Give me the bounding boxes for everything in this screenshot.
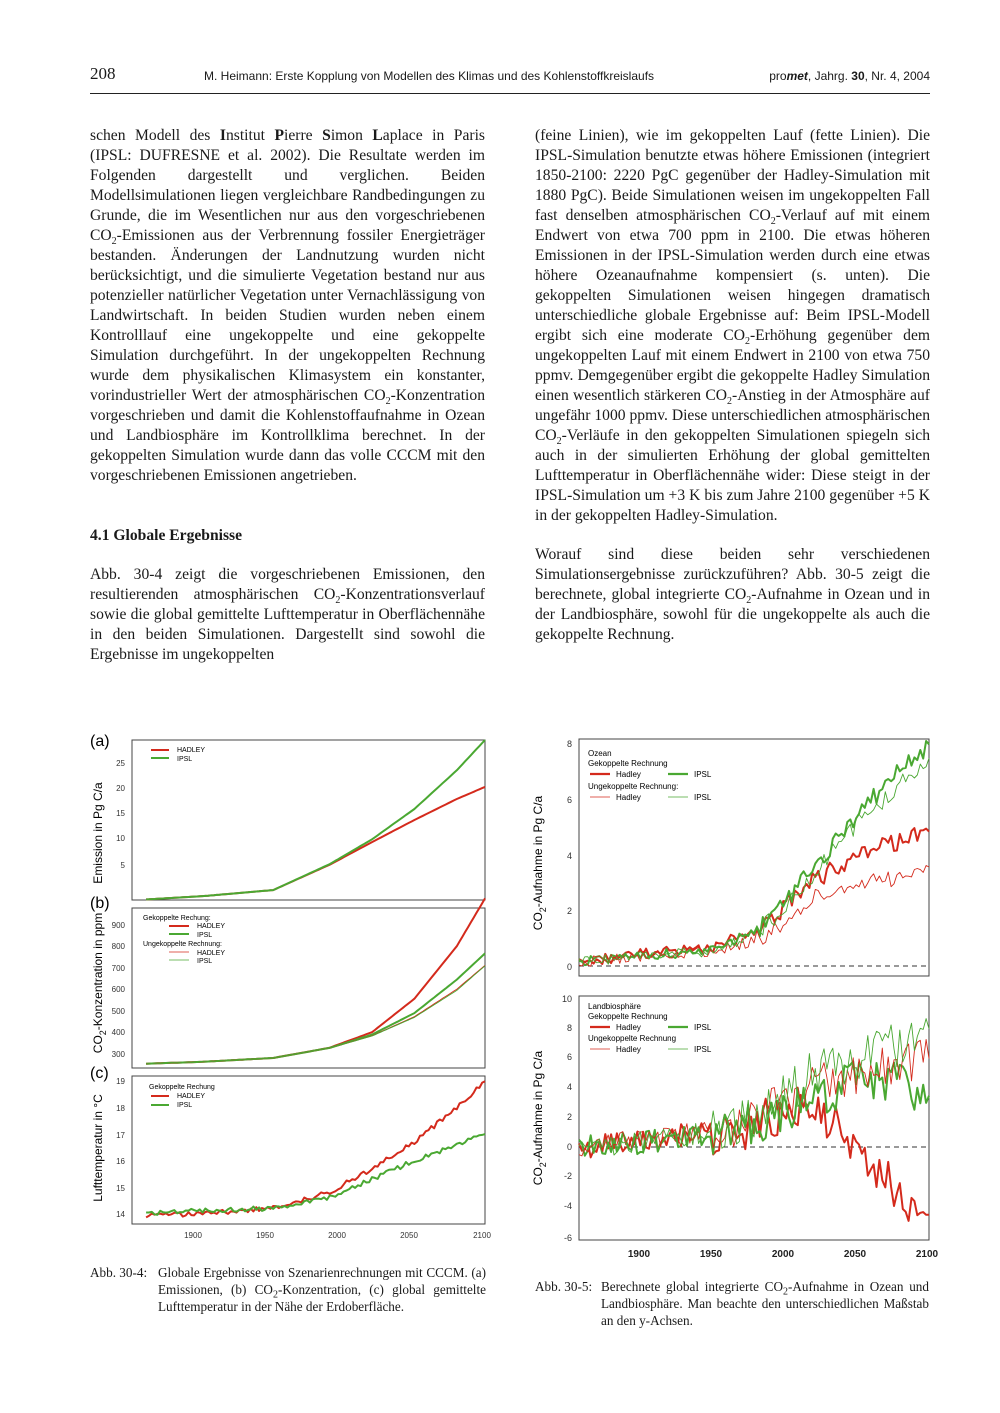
legend-b [143, 915, 225, 965]
ytick: 8 [566, 1023, 572, 1033]
ytick: 2 [566, 906, 572, 916]
caption-text: Berechnete global integrierte $CO_2$-Aufnahme in Ozean und Landbiosphäre. Man beachte den unterschiedlichen Maßstab an den y-Achsen. [601, 1279, 929, 1328]
ytick: -4 [563, 1201, 572, 1211]
ytick: 300 [111, 1050, 125, 1059]
land-legend [588, 1002, 712, 1054]
ocean-yticks [567, 739, 572, 972]
ytick: 4 [566, 1082, 572, 1092]
legend-label: HADLEY [197, 923, 226, 930]
series-line-ungekoppelt-ipsl [146, 966, 485, 1064]
ytick: 5 [120, 861, 125, 870]
series-line-gekoppelt-ipsl [579, 1061, 929, 1155]
ylabel-co2-concentration: $CO_2$-Konzentration in ppm [91, 912, 108, 1054]
series-line-gekoppelt-hadley [579, 828, 929, 964]
ytick: 19 [116, 1077, 125, 1086]
ytick: 18 [116, 1104, 125, 1113]
figure-30-5 [528, 733, 943, 1263]
xtick: 2050 [843, 1249, 867, 1260]
ytick: 25 [116, 759, 125, 768]
legend-title: Ozean [588, 749, 612, 758]
ytick: 14 [116, 1210, 125, 1219]
legend-label: IPSL [197, 932, 213, 939]
legend-label: HADLEY [177, 747, 206, 754]
page-number: 208 [90, 64, 116, 83]
ytick: 0 [566, 962, 572, 972]
ytick: 800 [111, 942, 125, 951]
panel-label-a: (a) [90, 733, 110, 750]
figure-30-4 [85, 728, 505, 1256]
legend-label: IPSL [694, 1045, 712, 1054]
ytick: 900 [111, 921, 125, 930]
figure-30-5-xticks [628, 1249, 939, 1260]
legend-heading: Gekoppelte Rechung [149, 1084, 215, 1091]
ytick: 400 [111, 1028, 125, 1037]
ytick: 0 [566, 1142, 572, 1152]
legend-label: IPSL [177, 1102, 193, 1109]
ytick: 700 [111, 964, 125, 973]
panel-b-yticks [112, 921, 126, 1059]
xtick: 2000 [771, 1249, 795, 1260]
series-line-gekoppelt-hadley [579, 1095, 929, 1221]
xtick: 2050 [400, 1231, 418, 1240]
ylabel-land: $CO_2$-Aufnahme in Pg C/a [531, 1050, 548, 1186]
ytick: 500 [111, 1007, 125, 1016]
paragraph: Abb. 30-4 zeigt die vorgeschriebenen Emissionen, den resultierenden atmosphärischen $CO_2$-Konzentrationsverlauf sowie die global gemittelte Lufttemperatur in Oberflächennähe in den beiden Simulationen. Dargestellt sind sowohl die Ergebnisse im ungekoppelten [90, 566, 485, 663]
legend-label: Hadley [616, 1045, 641, 1054]
ytick: 4 [566, 851, 572, 861]
ytick: 15 [116, 1184, 125, 1193]
caption-label: Abb. 30-5: [535, 1279, 593, 1294]
ytick: 2 [566, 1112, 572, 1122]
legend-heading: Gekoppelte Rechung: [143, 915, 211, 922]
legend-label: Hadley [616, 1023, 641, 1032]
running-title: M. Heimann: Erste Kopplung von Modellen des Klimas und des Kohlenstoffkreislaufs [204, 69, 655, 83]
panel-label-b: (b) [90, 895, 110, 912]
series-line-hadley [146, 1081, 485, 1217]
legend-title: Landbiosphäre [588, 1002, 641, 1011]
section-heading: 4.1 Globale Ergebnisse [90, 527, 243, 544]
legend-label: IPSL [694, 770, 712, 779]
legend-heading: Ungekoppelte Rechnung: [588, 782, 679, 791]
paragraph: Worauf sind diese beiden sehr verschiedenen Simulationsergebnisse zurückzuführen? Abb. 30-5 zeigt die berechnete, global integrierte $CO_2$-Aufnahme in Ozean und in der Landbiosphäre, sowohl für die ungekoppelte als auch die gekoppelte Rechnung. [535, 546, 930, 643]
legend-heading: Ungekoppelte Rechnung: [143, 941, 223, 948]
xtick: 1950 [699, 1249, 723, 1260]
legend-label: IPSL [694, 1023, 712, 1032]
page-header [90, 66, 930, 88]
land-yticks [562, 994, 572, 1243]
legend-c [149, 1084, 215, 1109]
legend-heading: Ungekoppelte Rechnung [588, 1034, 677, 1043]
caption-label: Abb. 30-4: [90, 1265, 148, 1280]
legend-label: IPSL [177, 756, 193, 763]
xtick: 1950 [256, 1231, 274, 1240]
xtick: 1900 [184, 1231, 202, 1240]
xtick: 2000 [328, 1231, 346, 1240]
ytick: -2 [563, 1171, 572, 1181]
series-line-ungekoppelt-hadley [146, 965, 485, 1063]
legend-label: Hadley [616, 793, 641, 802]
ytick: 10 [116, 834, 125, 843]
journal-info: promet, Jahrg. 30, Nr. 4, 2004 [769, 69, 930, 83]
panel-a-yticks [116, 759, 125, 870]
paragraph: (feine Linien), wie im gekoppelten Lauf (fette Linien). Die IPSL-Simulation benutzte etwas höhere Emissionen (integriert 1850-2100: 2220 PgC gegenüber der Hadley-Simulation mit 1880 PgC). Beide Simulationen weisen im ungekoppelten Fall fast denselben atmosphärischen $CO_2$-Verlauf auf mit einem Endwert von etwa 700 ppm in 2100. Die etwas höheren Emissionen in der IPSL-Simulation werden durch eine etwas höhere Ozeanaufnahme kompensiert (s. unten). Die gekoppelten Simulationen weisen hingegen dramatisch unterschiedliche globale Ergebnisse auf: Beim IPSL-Modell ergibt sich eine moderate $CO_2$-Erhöhung gegenüber dem ungekoppelten Lauf mit einem Endwert in 2100 von etwa 750 ppmv. Demgegenüber ergibt die gekoppelte Hadley Simulation einen wesentlich stärkeren $CO_2$-Anstieg in der Atmosphäre auf ungefähr 1000 ppmv. Diese unterschiedlichen atmosphärischen $CO_2$-Verläufe in den gekoppelten Simulationen spiegeln sich auch in der simulierten Erhöhung der global gemittelten Lufttemperatur in Oberflächennähe wider: Diese steigt in der IPSL-Simulation um +3 K bis zum Jahre 2100 gegenüber +5 K in der gekoppelten Hadley-Simulation. [535, 127, 931, 524]
right-column [535, 126, 930, 645]
ytick: 17 [116, 1131, 125, 1140]
header-rule [90, 93, 930, 94]
ocean-legend [588, 749, 712, 802]
caption-30-5 [535, 1278, 929, 1329]
ytick: 16 [116, 1157, 125, 1166]
ytick: 8 [566, 739, 572, 749]
xtick: 1900 [627, 1249, 651, 1260]
series-line-hadley [146, 787, 485, 900]
series-line-ipsl [146, 1134, 485, 1215]
ytick: 6 [566, 795, 572, 805]
panel-a-frame [132, 740, 485, 900]
xtick: 2100 [915, 1249, 939, 1260]
legend-heading: Gekoppelte Rechnung [588, 759, 668, 768]
left-column [90, 126, 485, 665]
ylabel-temperature: Lufttemperatur in °C [91, 1094, 105, 1202]
ytick: -6 [563, 1233, 572, 1243]
ylabel-emission: Emission in Pg C/a [91, 782, 105, 884]
panel-label-c: (c) [90, 1065, 109, 1082]
figure-30-4-xticks [184, 1231, 491, 1240]
xtick: 2100 [473, 1231, 491, 1240]
legend-label: HADLEY [197, 950, 226, 957]
caption-text: Globale Ergebnisse von Szenarienrechnungen mit CCCM. (a) Emissionen, (b) $CO_2$-Konzentration, (c) global gemittelte Lufttemperatur in der Nähe der Erdoberfläche. [158, 1265, 486, 1314]
ytick: 10 [561, 994, 572, 1004]
series-line-ungekoppelt-hadley [579, 866, 929, 967]
ylabel-ocean: $CO_2$-Aufnahme in Pg C/a [531, 795, 548, 931]
legend-heading: Gekoppelte Rechnung [588, 1012, 668, 1021]
legend-label: HADLEY [177, 1093, 206, 1100]
panel-b-frame [132, 908, 485, 1068]
legend-a [151, 747, 205, 763]
ytick: 20 [116, 784, 125, 793]
legend-label: IPSL [197, 958, 213, 965]
ytick: 600 [111, 985, 125, 994]
figure-30-4-svg [85, 728, 505, 1256]
paragraph: schen Modell des Institut Pierre Simon Laplace in Paris (IPSL: DUFRESNE et al. 2002). Die Resultate werden im Folgenden dargestellt und verglichen. Beiden Modellsimulationen liegen vergleichbare Randbedingungen zu Grunde, die im Wesentlichen nur aus den vorgeschriebenen $CO_2$-Emissionen aus der Verbrennung fossiler Energieträger bestanden. Änderungen der Landnutzung wurden nicht berücksichtigt, und die simulierte Vegetation bestand nur aus potenzieller natürlicher Vegetation unter Vernachlässigung von Landwirtschaft. In beiden Studien wurden neben einem Kontrolllauf eine ungekoppelte und eine gekoppelte Simulation durchgeführt. In der ungekoppelten Rechnung wurde dem physikalischen Klimasystem ein konstanter, vorindustrieller Wert der atmosphärischen $CO_2$-Konzentration vorgeschrieben und damit die Kohlenstoffaufnahme in Ozean und Landbiosphäre im Kontrollklima berechnet. In der gekoppelten Simulation wurde dann das volle CCCM mit den vorgeschriebenen Emissionen angetrieben. [90, 127, 485, 484]
figure-30-5-series [579, 741, 929, 1221]
series-line-gekoppelt-ipsl [146, 953, 485, 1063]
figure-30-4-series [146, 740, 485, 1217]
series-line-ipsl [146, 740, 485, 899]
panel-c-yticks [116, 1077, 125, 1219]
ytick: 15 [116, 809, 125, 818]
ytick: 6 [566, 1052, 572, 1062]
figure-30-5-svg [528, 733, 943, 1263]
legend-label: IPSL [694, 793, 712, 802]
caption-30-4 [90, 1264, 486, 1315]
legend-label: Hadley [616, 770, 641, 779]
